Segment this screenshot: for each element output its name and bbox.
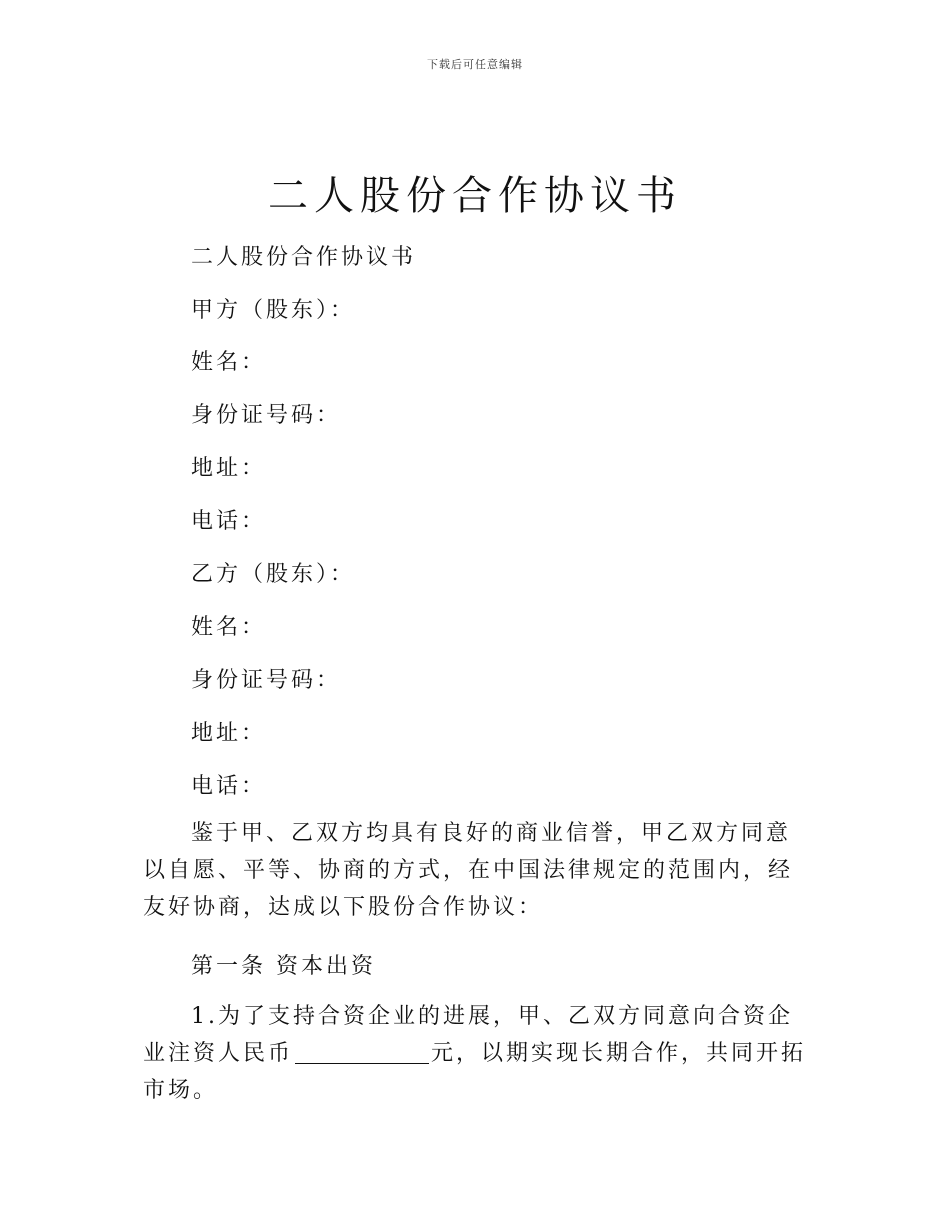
- amount-blank-field: [295, 1041, 429, 1064]
- header-note: 下载后可任意编辑: [427, 58, 523, 71]
- document-subtitle: 二人股份合作协议书: [191, 245, 417, 270]
- party-b-phone-label: 电话：: [191, 774, 267, 799]
- article-1-clause-1: [143, 998, 815, 1109]
- party-b-name-label: 姓名：: [191, 615, 267, 640]
- document-title: 二人股份合作协议书: [268, 173, 682, 219]
- party-a-address-label: 地址：: [191, 456, 267, 481]
- party-a-name-label: 姓名：: [191, 350, 267, 375]
- preamble-paragraph: 鉴于甲、乙双方均具有良好的商业信誉，甲乙双方同意以自愿、平等、协商的方式，在中国法律规定的范围内，经友好协商，达成以下股份合作协议：: [143, 821, 794, 920]
- party-a-id-label: 身份证号码：: [191, 403, 342, 428]
- clause-1-prefix: 1.为了支持合资企业的进展，甲、乙双方同意向合资企业注资人民币: [143, 1004, 793, 1066]
- party-b-heading: 乙方（股东）：: [191, 562, 356, 587]
- article-1-heading: 第一条 资本出资: [191, 954, 376, 979]
- party-a-phone-label: 电话：: [191, 509, 267, 534]
- party-b-address-label: 地址：: [191, 721, 267, 746]
- party-a-heading: 甲方（股东）：: [191, 298, 356, 323]
- clause-1-suffix: 元，以期实现长期合作，共同开拓市场。: [143, 1041, 807, 1103]
- party-b-id-label: 身份证号码：: [191, 668, 342, 693]
